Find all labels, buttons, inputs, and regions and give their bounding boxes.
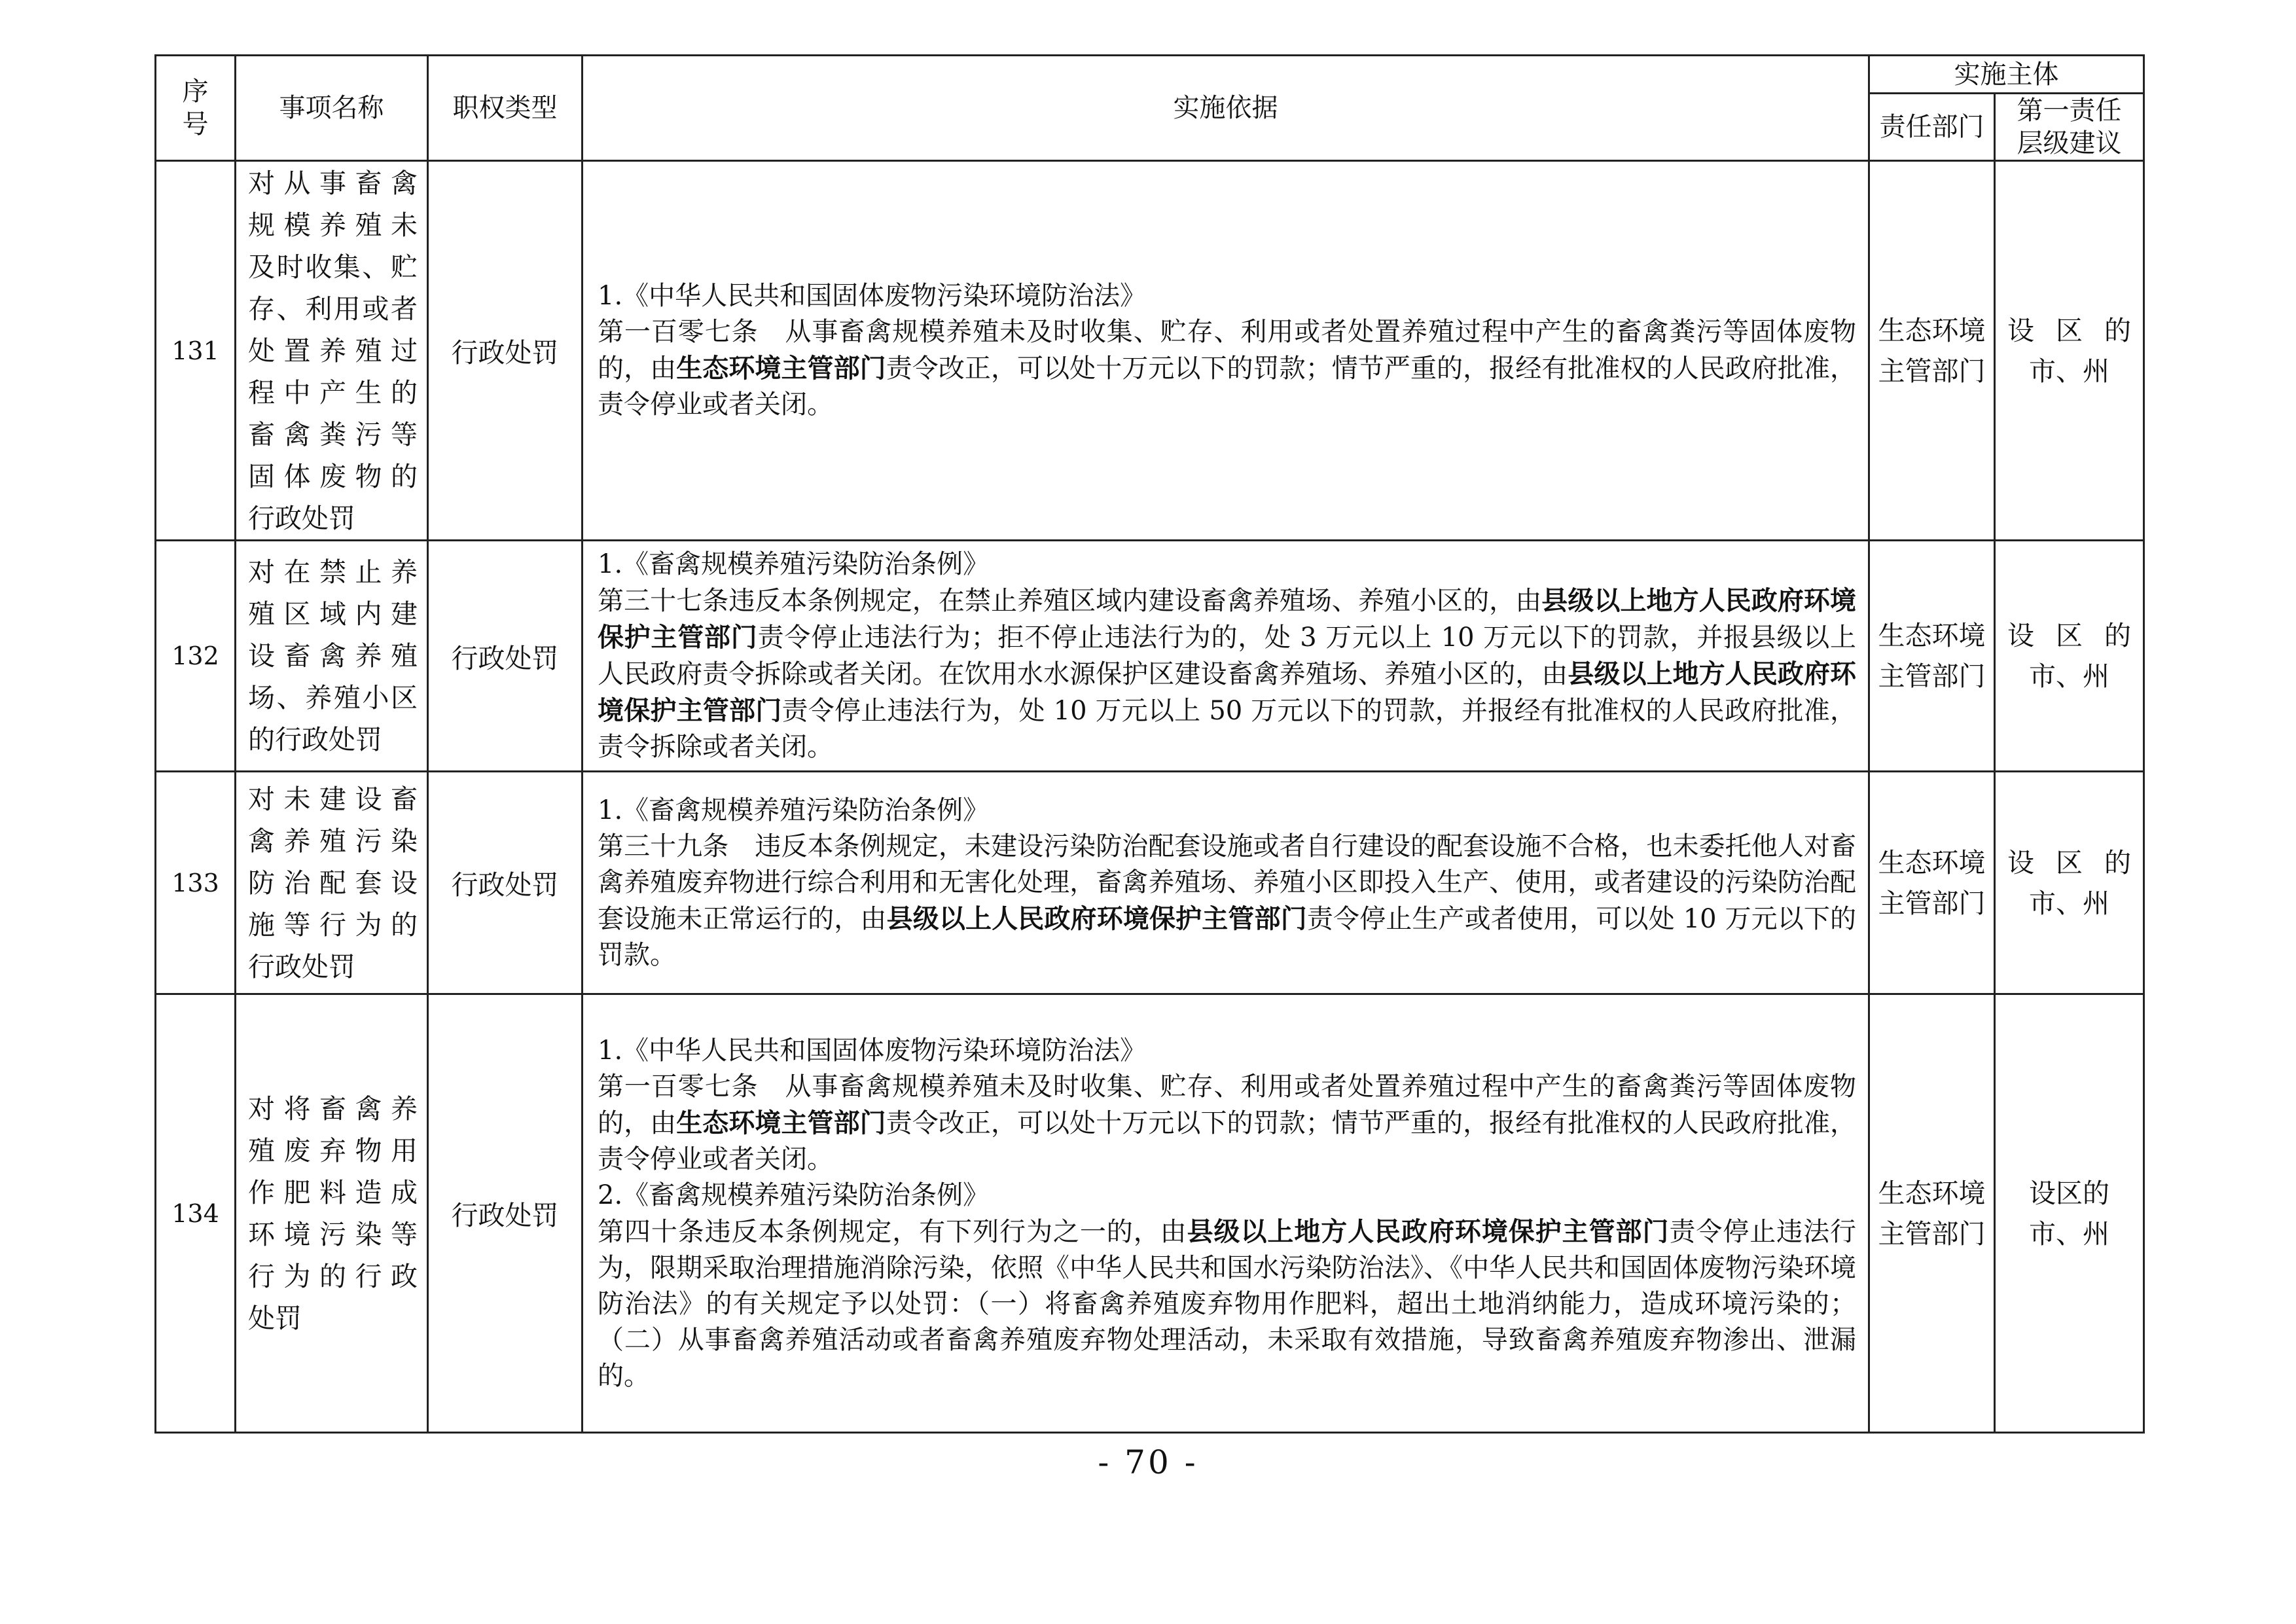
item-name-line: 殖废弃物用: [248, 1134, 418, 1166]
item-name-line: 设畜禽养殖: [248, 640, 418, 672]
dept-line: 主管部门: [1878, 355, 1986, 387]
basis-paragraph: [598, 1178, 1856, 1214]
basis-bold-text: 生态环境主管部门: [676, 1107, 886, 1138]
basis-paragraph: [598, 1069, 1856, 1178]
item-name-line: 存、利用或者: [248, 293, 418, 325]
row-number: 131: [156, 161, 236, 541]
header-level-line1: 第一责任: [2017, 96, 2122, 126]
basis-paragraph: [598, 547, 1856, 583]
basis-text: 第四十条违反本条例规定，有下列行为之一的，由: [598, 1216, 1187, 1247]
header-item-name: 事项名称: [236, 56, 428, 161]
row-number: 132: [156, 541, 236, 772]
basis-text: 第三十九条 违反本条例规定，未建设污染防治配套设施或者自行建设的配套设施不合格，也未委托他人对畜禽养殖废弃物进行综合利用和无害化处理，畜禽养殖场、养殖小区即投入生产、使用，或者建设的污染防治配套设施未正常运行的，由: [598, 831, 1856, 934]
item-name-line: 行政处罚: [248, 502, 355, 534]
legal-basis: [583, 541, 1869, 772]
table-row: [156, 161, 2144, 541]
basis-text: 1.《畜禽规模养殖污染防治条例》: [598, 549, 990, 579]
level-line: 市、州: [2029, 355, 2109, 387]
dept-line: 主管部门: [1878, 887, 1986, 919]
responsible-dept: [1869, 772, 1995, 994]
dept-line: 生态环境: [1878, 314, 1986, 346]
dept-line: 主管部门: [1878, 660, 1986, 692]
item-name-line: 处置养殖过: [248, 334, 418, 367]
level-suggestion: [1995, 772, 2144, 994]
basis-text: 责令改正，可以处十万元以下的罚款；情节严重的，报经有批准权的人民政府批准，责令停业或者关闭。: [598, 1108, 1857, 1174]
basis-paragraph: [598, 829, 1856, 973]
power-type: 行政处罚: [428, 772, 583, 994]
basis-text: 1.《中华人民共和国固体废物污染环境防治法》: [598, 1035, 1147, 1066]
item-name-line: 作肥料造成: [248, 1176, 418, 1208]
item-name-line: 防治配套设: [248, 867, 418, 899]
item-name-line: 场、养殖小区: [248, 682, 418, 713]
level-suggestion: [1995, 994, 2144, 1433]
basis-text: 第一百零七条 从事畜禽规模养殖未及时收集、贮存、利用或者处置养殖过程中产生的畜禽粪污等固体废物的，由: [598, 317, 1856, 384]
basis-text: 1.《畜禽规模养殖污染防治条例》: [598, 795, 990, 825]
item-name-line: 对从事畜禽: [248, 167, 418, 199]
dept-line: 生态环境: [1878, 846, 1986, 878]
item-name-line: 行政处罚: [248, 950, 355, 983]
power-type: 行政处罚: [428, 994, 583, 1433]
item-name-line: 对未建设畜: [248, 783, 418, 815]
level-line: 市、州: [2029, 1218, 2109, 1250]
basis-paragraph: [598, 278, 1856, 314]
dept-line: 生态环境: [1878, 620, 1986, 651]
basis-bold-text: 县级以上人民政府环境保护主管部门: [886, 903, 1307, 934]
header-level: [1995, 94, 2144, 161]
enforcement-items-table: [154, 54, 2145, 1434]
basis-text: 责令停止违法行为，处 10 万元以上 50 万元以下的罚款，并报经有批准权的人民政府批准，责令拆除或者关闭。: [598, 696, 1857, 762]
level-line: 市、州: [2029, 887, 2109, 919]
dept-line: 生态环境: [1878, 1177, 1986, 1209]
level-line: 市、州: [2029, 660, 2109, 692]
item-name: [236, 541, 428, 772]
item-name: [236, 994, 428, 1433]
power-type: 行政处罚: [428, 541, 583, 772]
item-name-line: 固体废物的: [248, 460, 418, 492]
table-row: [156, 541, 2144, 772]
item-name-line: 对在禁止养: [248, 556, 418, 588]
basis-paragraph: [598, 1214, 1856, 1394]
item-name-line: 的行政处罚: [248, 724, 382, 755]
item-name: [236, 161, 428, 541]
table-row: [156, 994, 2144, 1433]
level-suggestion: [1995, 161, 2144, 541]
header-subject: 实施主体: [1869, 56, 2144, 94]
basis-bold-text: 县级以上地方人民政府环境保护主管部门: [1187, 1216, 1670, 1247]
basis-text: 责令停止违法行为；拒不停止违法行为的，处 3 万元以上 10 万元以下的罚款，并报县级以上人民政府责令拆除或者关闭。在饮用水水源保护区建设畜禽养殖场、养殖小区的，由: [598, 623, 1856, 689]
header-level-line2: 层级建议: [2017, 128, 2122, 158]
responsible-dept: [1869, 994, 1995, 1433]
item-name-line: 殖区域内建: [248, 598, 418, 630]
item-name: [236, 772, 428, 994]
item-name-line: 对将畜禽养: [248, 1092, 418, 1125]
basis-text: 责令停止生产或者使用，可以处 10 万元以下的罚款。: [598, 903, 1857, 970]
row-number: 134: [156, 994, 236, 1433]
level-line: 设区的: [2007, 314, 2131, 346]
level-line: 设区的: [2007, 846, 2131, 878]
item-name-line: 规模养殖未: [248, 209, 418, 241]
table-row: [156, 772, 2144, 994]
header-dept: 责任部门: [1869, 94, 1995, 161]
item-name-line: 及时收集、贮: [248, 251, 418, 283]
basis-bold-text: 县级以上地方人民政府环境保护主管部门: [598, 659, 1857, 726]
page-number: - 70 -: [1098, 1443, 1198, 1481]
header-power-type: 职权类型: [428, 56, 583, 161]
basis-text: 责令停止违法行为，限期采取治理措施消除污染，依照《中华人民共和国水污染防治法》、《中华人民共和国固体废物污染环境防治法》的有关规定予以处罚：（一）将畜禽养殖废弃物用作肥料，超出土地消纳能力，造成环境污染的；（二）从事畜禽养殖活动或者畜禽养殖废弃物处理活动，未采取有效措施，导致畜禽养殖废弃物渗出、泄漏的。: [598, 1216, 1857, 1391]
header-row-top: [156, 56, 2144, 94]
legal-basis: [583, 161, 1869, 541]
basis-text: 责令改正，可以处十万元以下的罚款；情节严重的，报经有批准权的人民政府批准，责令停业或者关闭。: [598, 353, 1857, 420]
item-name-line: 行为的行政: [248, 1260, 418, 1292]
header-basis: 实施依据: [583, 56, 1869, 161]
basis-text: 第一百零七条 从事畜禽规模养殖未及时收集、贮存、利用或者处置养殖过程中产生的畜禽粪污等固体废物的，由: [598, 1071, 1856, 1138]
item-name-line: 程中产生的: [248, 376, 418, 408]
item-name-line: 畜禽粪污等: [248, 418, 418, 450]
level-suggestion: [1995, 541, 2144, 772]
responsible-dept: [1869, 161, 1995, 541]
dept-line: 主管部门: [1878, 1218, 1986, 1250]
basis-text: 2.《畜禽规模养殖污染防治条例》: [598, 1180, 990, 1210]
legal-basis: [583, 772, 1869, 994]
basis-text: 第三十七条违反本条例规定，在禁止养殖区域内建设畜禽养殖场、养殖小区的，由: [598, 586, 1542, 616]
basis-paragraph: [598, 314, 1856, 423]
basis-paragraph: [598, 793, 1856, 829]
row-number: 133: [156, 772, 236, 994]
basis-paragraph: [598, 1033, 1856, 1069]
legal-basis: [583, 994, 1869, 1433]
basis-bold-text: 县级以上地方人民政府环境保护主管部门: [598, 585, 1856, 653]
level-line: 设区的: [2007, 620, 2131, 651]
table-body: [156, 161, 2144, 1433]
header-seq-top: 序: [182, 77, 209, 107]
power-type: 行政处罚: [428, 161, 583, 541]
basis-bold-text: 生态环境主管部门: [676, 353, 886, 384]
basis-text: 1.《中华人民共和国固体废物污染环境防治法》: [598, 281, 1147, 311]
level-line: 设区的: [2029, 1177, 2109, 1209]
responsible-dept: [1869, 541, 1995, 772]
item-name-line: 处罚: [248, 1302, 302, 1334]
item-name-line: 环境污染等: [248, 1218, 418, 1250]
basis-paragraph: [598, 583, 1856, 765]
item-name-line: 施等行为的: [248, 909, 418, 941]
item-name-line: 禽养殖污染: [248, 825, 418, 857]
header-seq-bottom: 号: [182, 109, 209, 139]
header-seq: [156, 56, 236, 161]
